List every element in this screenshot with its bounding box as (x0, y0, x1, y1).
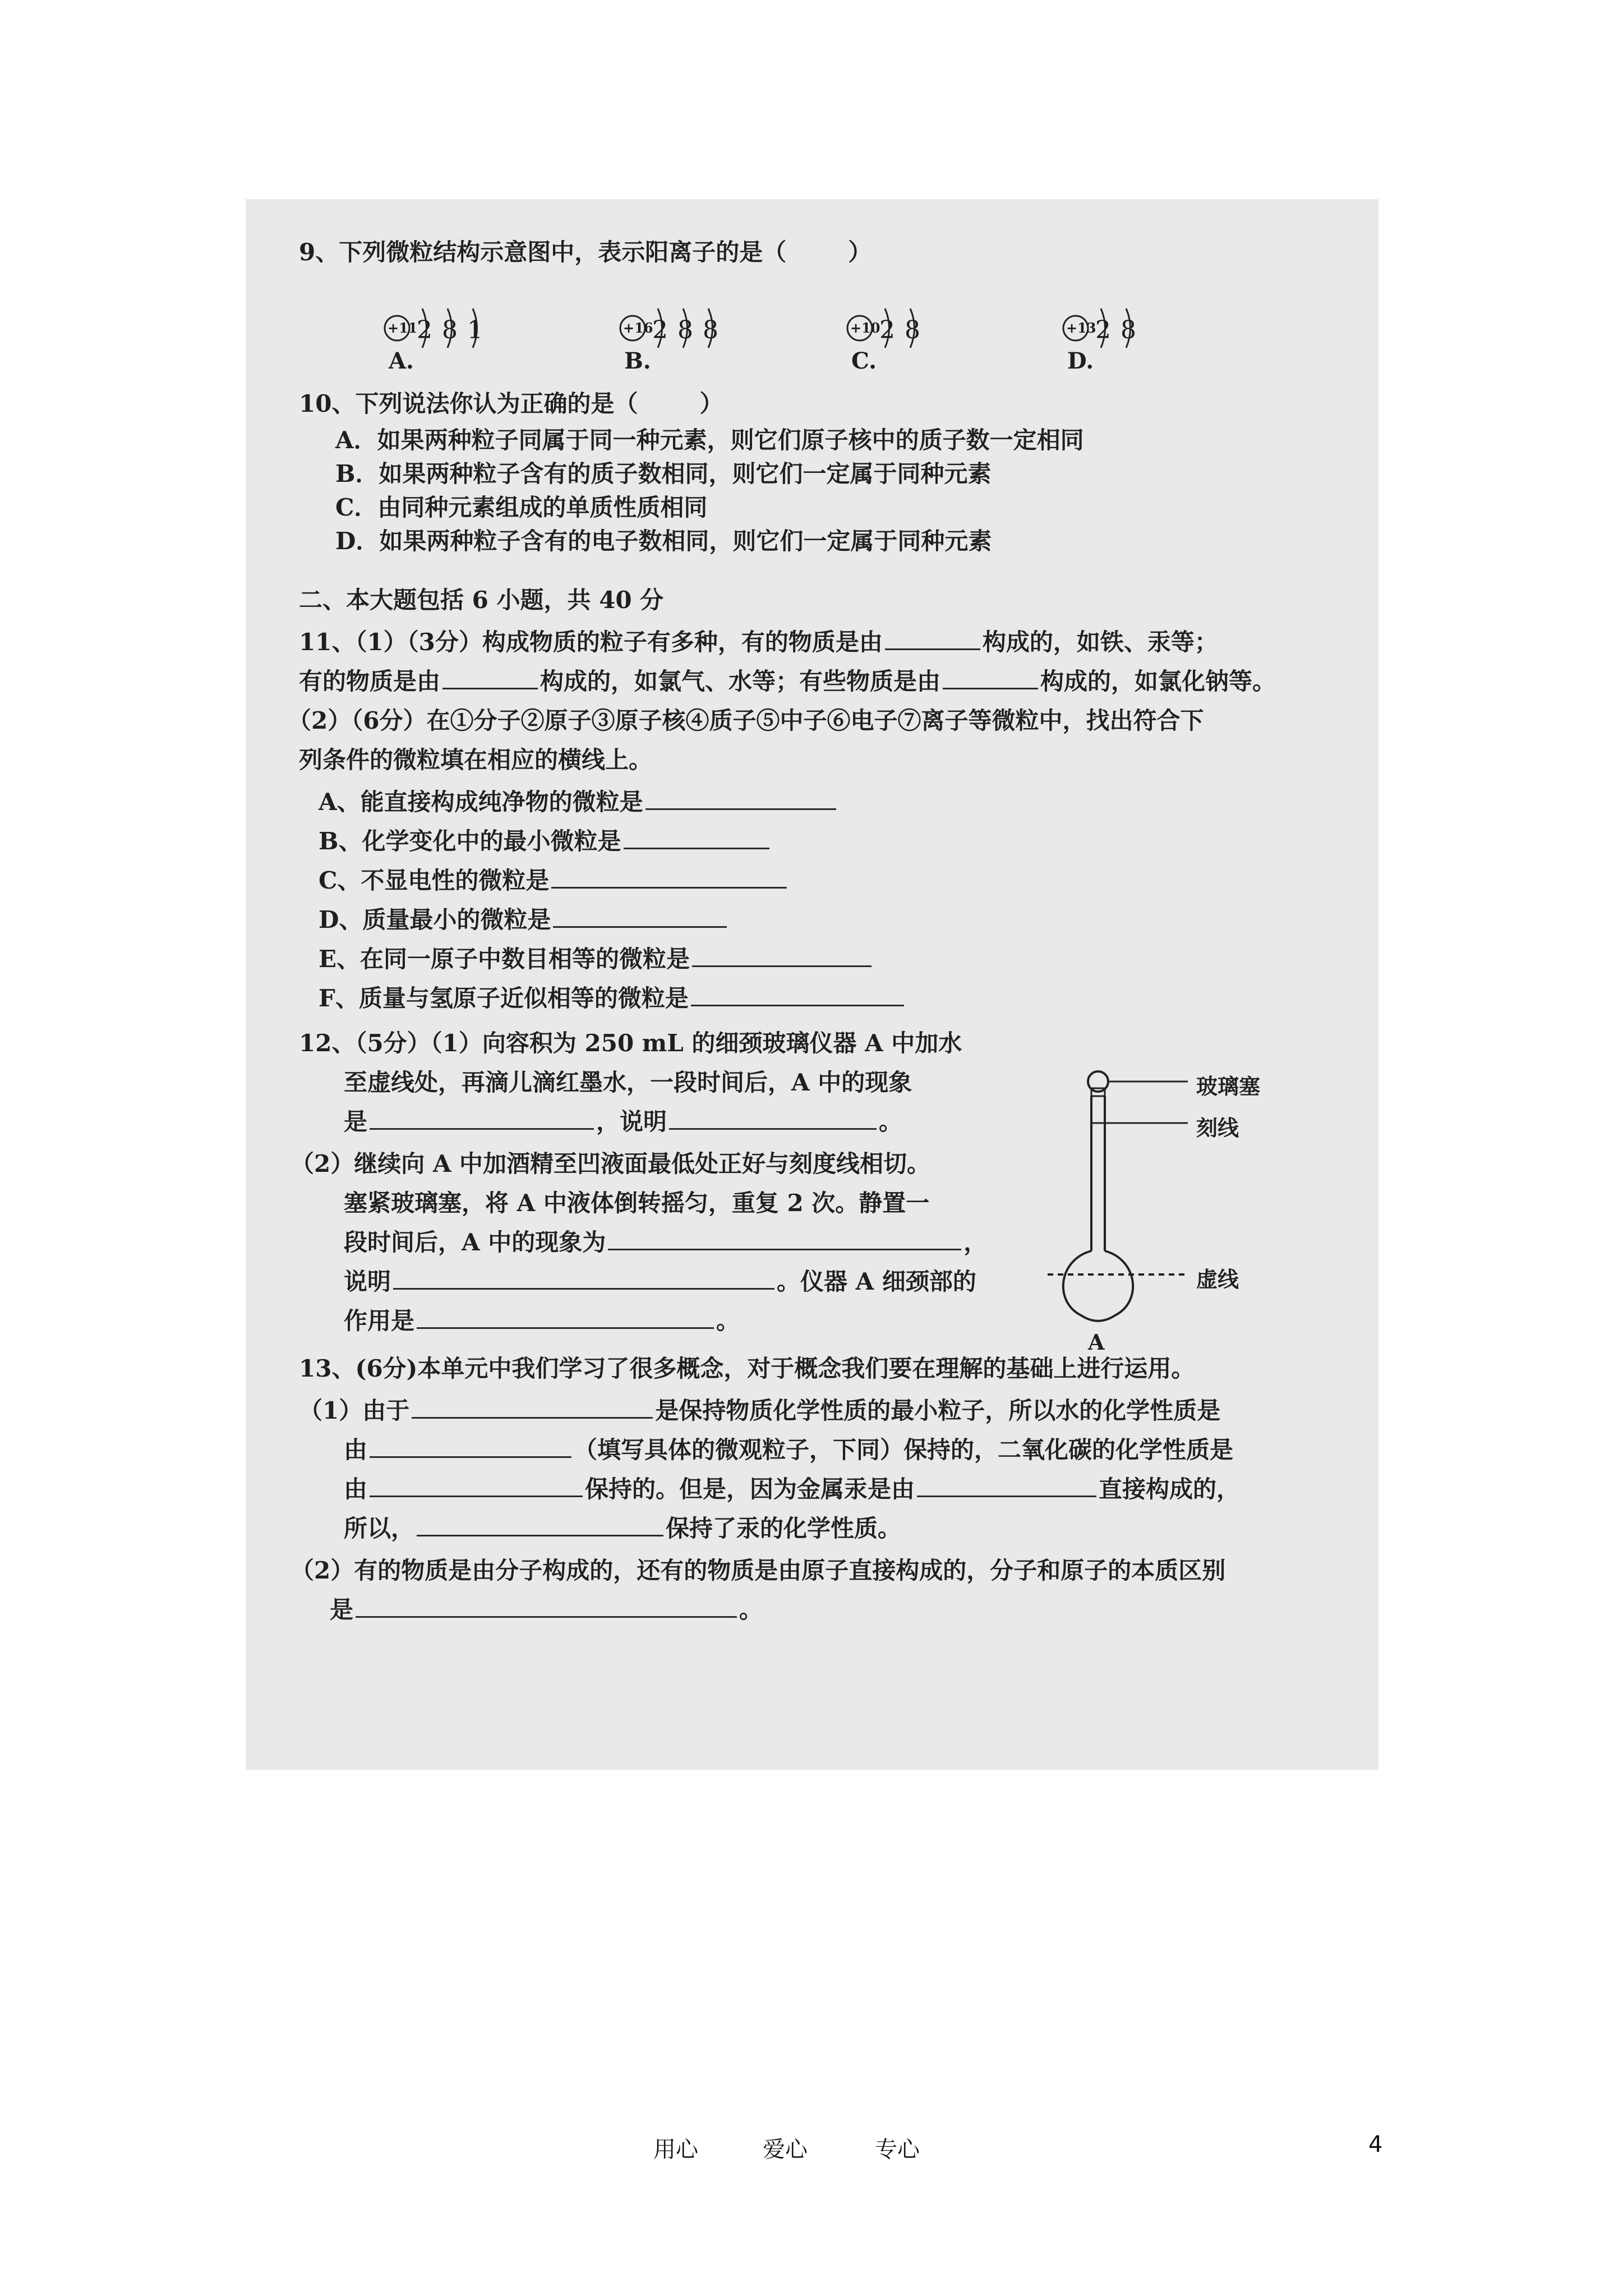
q12-line2: 至虚线处，再滴儿滴红墨水，一段时间后，A 中的现象 (344, 1069, 912, 1096)
answer-blank[interactable] (624, 827, 769, 849)
answer-blank[interactable] (553, 906, 727, 928)
q12-line3: 是 ，说明 。 (344, 1108, 903, 1135)
q10-stem: 10、下列说法你认为正确的是（ ） (299, 390, 723, 417)
flask-name-label: A (1088, 1329, 1105, 1355)
footer-motto-2: 爱心 (763, 2137, 808, 2162)
volumetric-flask-diagram (1048, 1066, 1362, 1358)
q9-stem: 9、下列微粒结构示意图中，表示阳离子的是（ ） (299, 238, 872, 266)
q11-item-f: F、质量与氢原子近似相等的微粒是 (319, 984, 906, 1013)
answer-blank[interactable] (551, 867, 787, 889)
q11-item-a: A、能直接构成纯净物的微粒是 (319, 788, 838, 816)
option-label: A. (389, 348, 414, 374)
q12-line8: 作用是 。 (344, 1307, 740, 1335)
option-label: D. (1067, 348, 1094, 374)
q13-line5: 所以， 保持了汞的化学性质。 (344, 1515, 902, 1542)
nucleus-charge: +16 (623, 320, 653, 336)
dashed-line-label: 虚线 (1196, 1267, 1239, 1292)
q11-line4: 列条件的微粒填在相应的横线上。 (299, 746, 653, 774)
shell-electrons: 2 (879, 316, 895, 344)
q11-item-b: B、化学变化中的最小微粒是 (319, 827, 772, 855)
shell-electrons: 8 (1121, 316, 1136, 344)
answer-blank[interactable] (417, 1307, 714, 1329)
shell-electrons: 8 (703, 316, 718, 344)
shell-electrons: 8 (905, 316, 920, 344)
option-label: B. (624, 348, 651, 374)
footer-motto-3: 专心 (875, 2137, 920, 2162)
answer-blank[interactable] (370, 1475, 583, 1497)
answer-blank[interactable] (943, 668, 1038, 689)
shell-electrons: 2 (652, 316, 668, 344)
q13-line6: （2）有的物质是由分子构成的，还有的物质是由原子直接构成的，分子和原子的本质区别 (291, 1557, 1226, 1584)
q12-line4: （2）继续向 A 中加酒精至凹液面最低处正好与刻度线相切。 (291, 1150, 931, 1177)
atom-diagram-b (619, 295, 787, 379)
nucleus-charge: +13 (1066, 320, 1096, 336)
q10-option-a: A．如果两种粒子同属于同一种元素，则它们原子核中的质子数一定相同 (335, 426, 1084, 454)
shell-electrons: 1 (467, 316, 483, 344)
q11-line1: 11、（1）（3分）构成物质的粒子有多种，有的物质是由 构成的，如铁、汞等； (299, 628, 1218, 656)
q12-line1: 12、（5分）（1）向容积为 250 mL 的细颈玻璃仪器 A 中加水 (299, 1029, 962, 1057)
answer-blank[interactable] (691, 984, 904, 1006)
q10-option-b: B．如果两种粒子含有的质子数相同，则它们一定属于同种元素 (335, 460, 992, 487)
q10-option-c: C．由同种元素组成的单质性质相同 (335, 494, 708, 521)
answer-blank[interactable] (692, 945, 872, 967)
q12-line7: 说明 。仪器 A 细颈部的 (344, 1268, 976, 1295)
answer-blank[interactable] (645, 788, 836, 810)
q13-line1: 13、(6分)本单元中我们学习了很多概念，对于概念我们要在理解的基础上进行运用。 (299, 1355, 1195, 1382)
atom-diagram-a (383, 295, 551, 379)
answer-blank[interactable] (370, 1108, 594, 1130)
answer-blank[interactable] (885, 628, 980, 650)
q13-line3: 由 （填写具体的微观粒子，下同）保持的，二氧化碳的化学性质是 (344, 1436, 1234, 1464)
q10-option-d: D．如果两种粒子含有的电子数相同，则它们一定属于同种元素 (335, 527, 992, 555)
q13-line4: 由 保持的。但是，因为金属汞是由 直接构成的， (344, 1475, 1241, 1503)
option-label: C. (851, 348, 877, 374)
answer-blank[interactable] (356, 1596, 737, 1618)
answer-blank[interactable] (608, 1228, 961, 1250)
atom-diagram-c (846, 295, 1014, 379)
answer-blank[interactable] (417, 1515, 663, 1536)
answer-blank[interactable] (442, 668, 538, 689)
q12-line5: 塞紧玻璃塞，将 A 中液体倒转摇匀，重复 2 次。静置一 (344, 1189, 930, 1217)
mark-line-label: 刻线 (1196, 1115, 1239, 1140)
answer-blank[interactable] (393, 1268, 774, 1290)
nucleus-charge: +10 (850, 320, 880, 336)
stopper-label: 玻璃塞 (1196, 1074, 1261, 1099)
footer-motto-1: 用心 (653, 2137, 698, 2162)
q11-item-d: D、质量最小的微粒是 (319, 906, 729, 934)
shell-electrons: 8 (677, 316, 693, 344)
answer-blank[interactable] (669, 1108, 877, 1130)
answer-blank[interactable] (412, 1397, 653, 1419)
q13-line7: 是 。 (330, 1596, 763, 1623)
shell-electrons: 2 (1095, 316, 1111, 344)
scanned-exam-page (246, 199, 1378, 1770)
q11-item-e: E、在同一原子中数目相等的微粒是 (319, 945, 874, 973)
answer-blank[interactable] (370, 1436, 571, 1458)
q11-line3: （2）（6分）在①分子②原子③原子核④质子⑤中子⑥电子⑦离子等微粒中，找出符合下 (288, 707, 1204, 734)
shell-electrons: 8 (442, 316, 458, 344)
page-number: 4 (1368, 2132, 1383, 2157)
q11-item-c: C、不显电性的微粒是 (319, 867, 789, 895)
q12-line6: 段时间后，A 中的现象为 ， (344, 1228, 988, 1256)
section-heading: 二、本大题包括 6 小题，共 40 分 (299, 586, 664, 614)
nucleus-charge: +11 (388, 320, 418, 336)
q13-line2: （1）由于 是保持物质化学性质的最小粒子，所以水的化学性质是 (299, 1397, 1221, 1424)
answer-blank[interactable] (917, 1475, 1096, 1497)
q11-line2: 有的物质是由 构成的，如氯气、水等；有些物质是由 构成的，如氯化钠等。 (299, 668, 1276, 695)
shell-electrons: 2 (417, 316, 432, 344)
atom-diagram-d (1062, 295, 1230, 379)
